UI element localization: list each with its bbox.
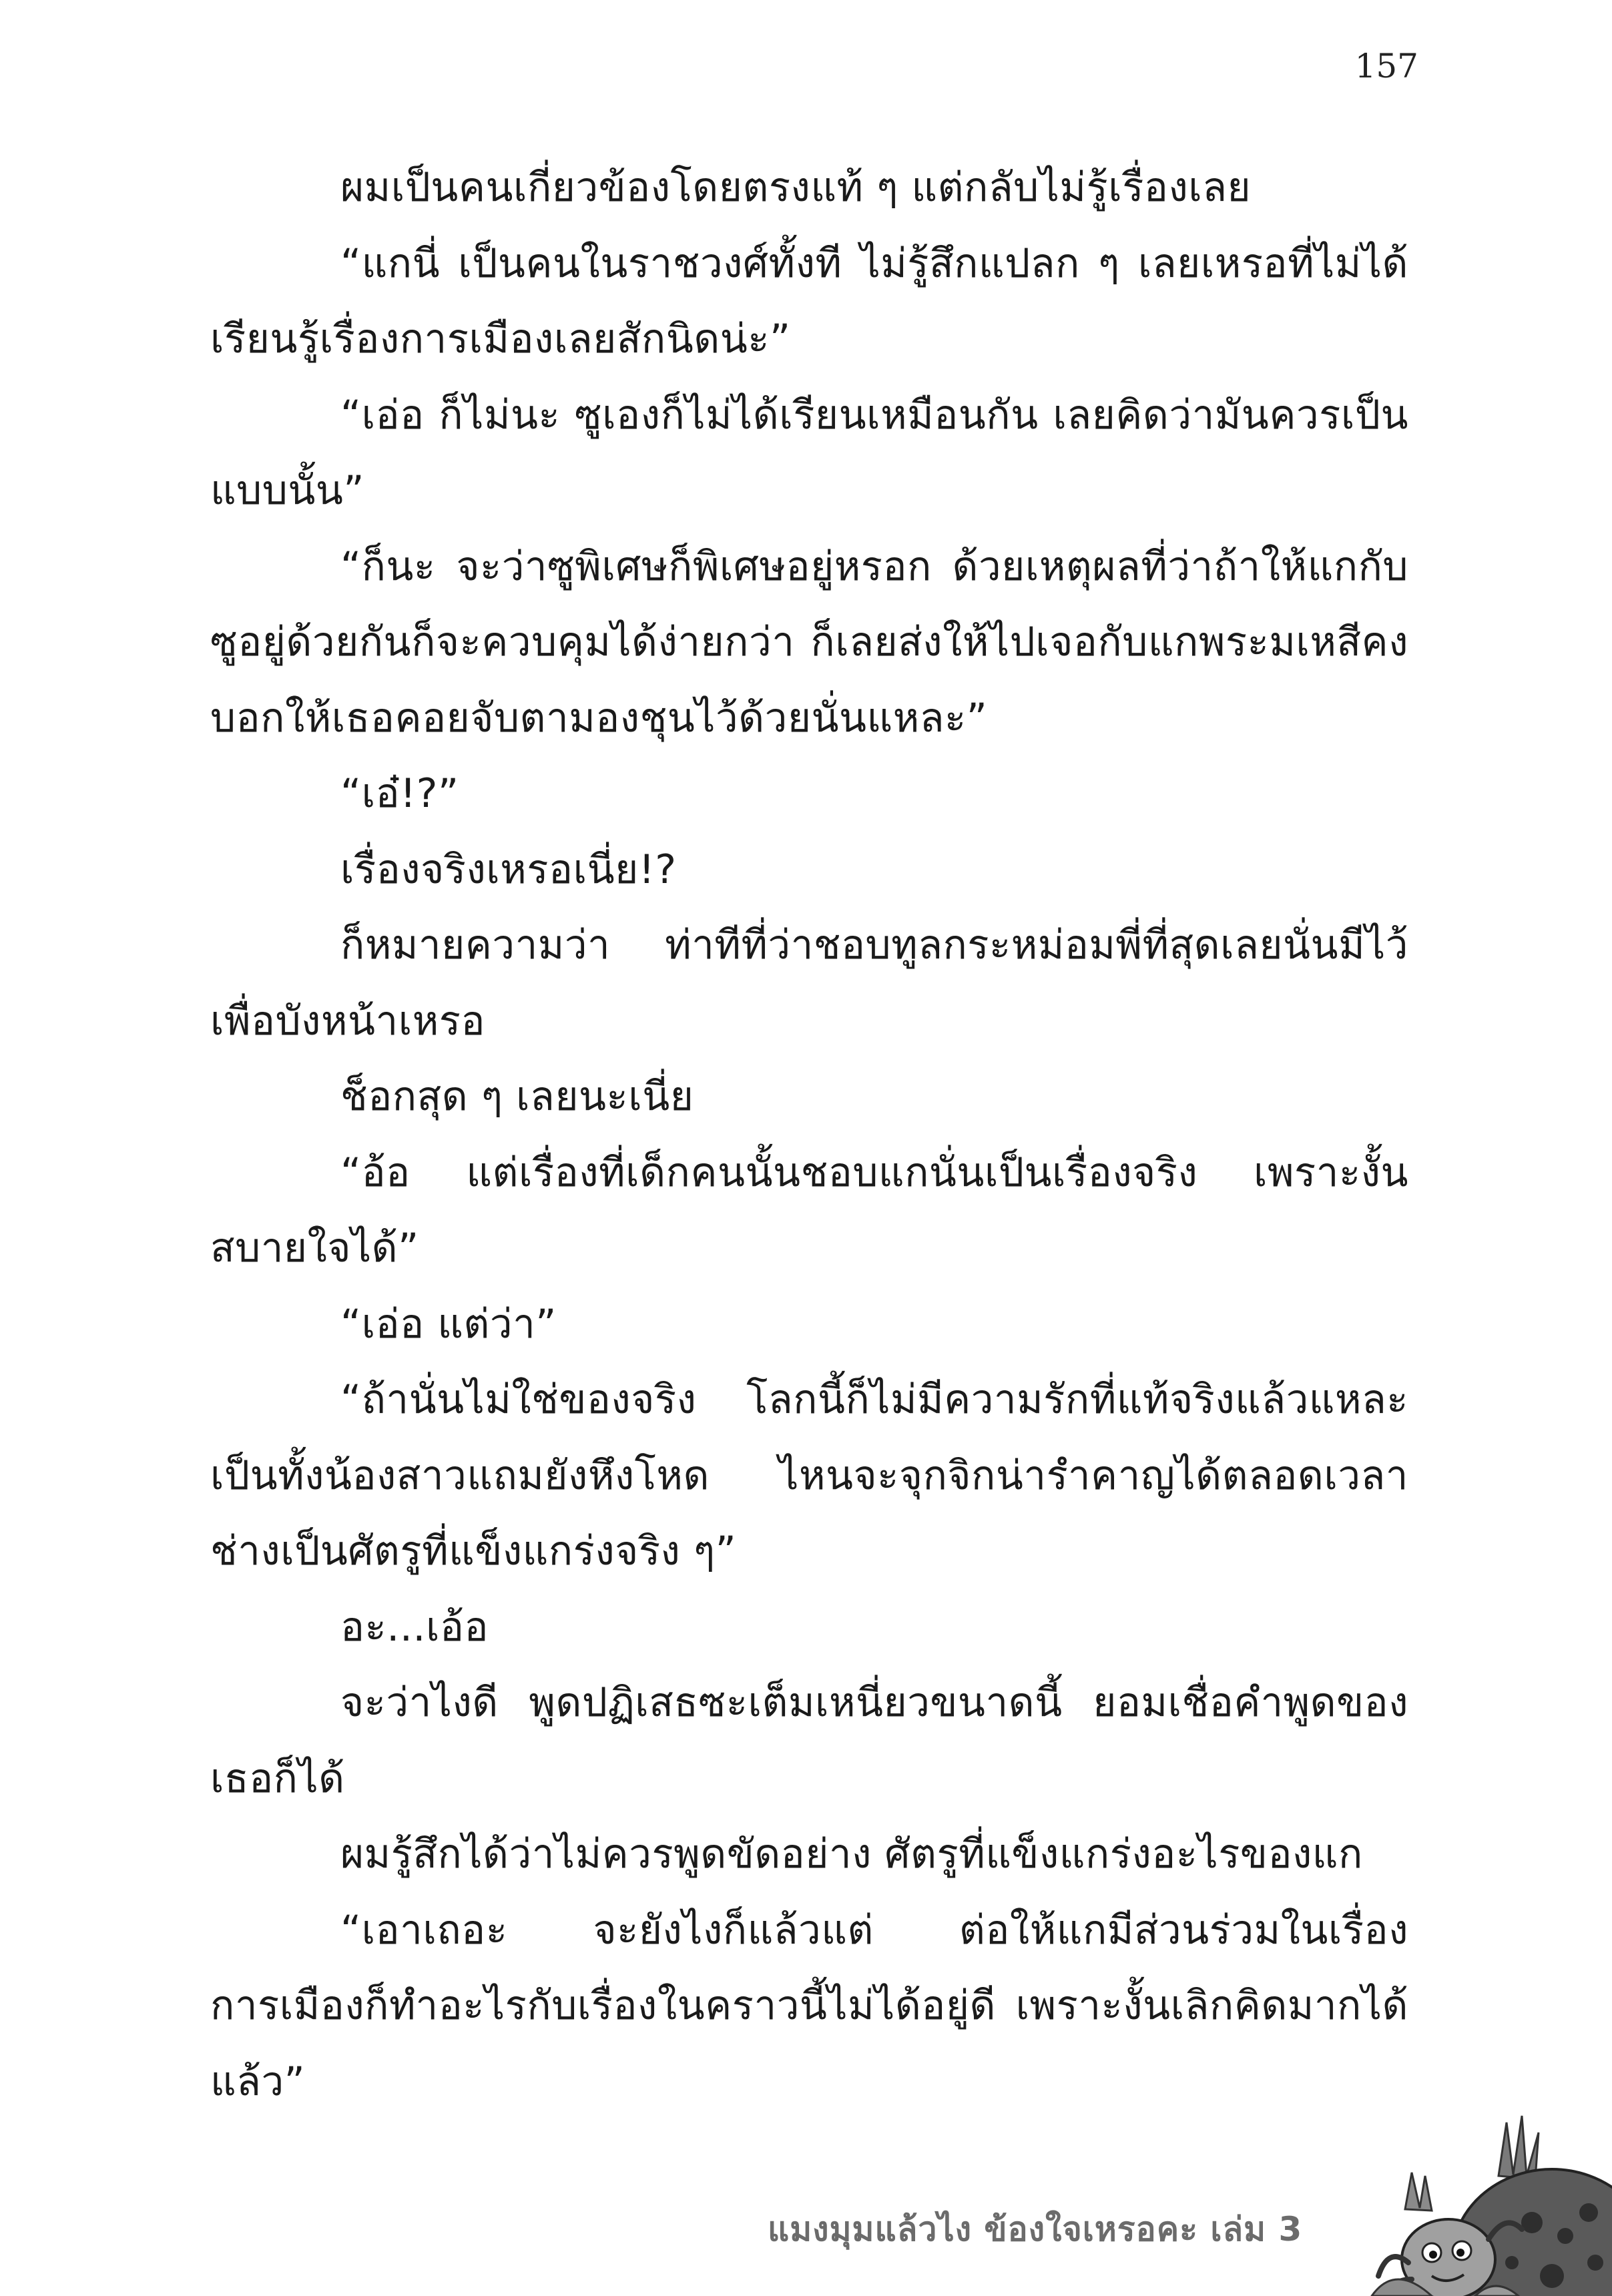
- novel-body-text: [210, 150, 1408, 2120]
- paragraph: “อ้อ แต่เรื่องที่เด็กคนนั้นชอบแกนั่นเป็นเรื่องจริง เพราะงั้นสบายใจได้”: [210, 1149, 1408, 1271]
- paragraph: “ก็นะ จะว่าซูพิเศษก็พิเศษอยู่หรอก ด้วยเหตุผลที่ว่าถ้าให้แกกับซูอยู่ด้วยกันก็จะควบคุมได้ง่ายกว่า ก็เลยส่งให้ไปเจอกับแกพระมเหสีคงบอกให้เธอคอยจับตามองชุนไว้ด้วยนั่นแหละ”: [210, 543, 1408, 742]
- book-title-footer: แมงมุมแล้วไง ข้องใจเหรอคะ เล่ม 3: [768, 2210, 1303, 2249]
- paragraph: จะว่าไงดี พูดปฏิเสธซะเต็มเหนี่ยวขนาดนี้ ยอมเชื่อคำพูดของเธอก็ได้: [210, 1679, 1408, 1802]
- paragraph: “แกนี่ เป็นคนในราชวงศ์ทั้งที ไม่รู้สึกแปลก ๆ เลยเหรอที่ไม่ได้เรียนรู้เรื่องการเมืองเลยสักนิดน่ะ”: [210, 240, 1408, 362]
- paragraph: เรื่องจริงเหรอเนี่ย!?: [340, 846, 677, 893]
- paragraph: “เอาเถอะ จะยังไงก็แล้วแต่ ต่อให้แกมีส่วนร่วมในเรื่องการเมืองก็ทำอะไรกับเรื่องในคราวนี้ไม่ได้อยู่ดี เพราะงั้นเลิกคิดมากได้แล้ว”: [210, 1906, 1408, 2105]
- paragraph: “เอ่อ แต่ว่า”: [340, 1300, 557, 1348]
- paragraph: ก็หมายความว่า ท่าทีที่ว่าชอบทูลกระหม่อมพี่ที่สุดเลยนั่นมีไว้เพื่อบังหน้าเหรอ: [210, 922, 1408, 1045]
- paragraph: ผมเป็นคนเกี่ยวข้องโดยตรงแท้ ๆ แต่กลับไม่รู้เรื่องเลย: [340, 164, 1252, 211]
- paragraph: ผมรู้สึกได้ว่าไม่ควรพูดขัดอย่าง ศัตรูที่แข็งแกร่งอะไรของแก: [340, 1831, 1363, 1878]
- paragraph: “ถ้านั่นไม่ใช่ของจริง โลกนี้ก็ไม่มีความรักที่แท้จริงแล้วแหละ เป็นทั้งน้องสาวแถมยังหึงโหด ไหนจะจุกจิกน่ารำคาญได้ตลอดเวลา ช่างเป็นศัตรูที่แข็งแกร่งจริง ๆ”: [210, 1376, 1408, 1574]
- paragraph: “เอ่อ ก็ไม่นะ ซูเองก็ไม่ได้เรียนเหมือนกัน เลยคิดว่ามันควรเป็นแบบนั้น”: [210, 391, 1408, 514]
- paragraph: อะ...เอ้อ: [340, 1603, 489, 1651]
- page-number: 157: [1354, 47, 1418, 85]
- paragraph: “เอ๋!?”: [340, 770, 459, 817]
- paragraph: ช็อกสุด ๆ เลยนะเนี่ย: [340, 1073, 694, 1120]
- spider-mascot-illustration: [1332, 2096, 1612, 2296]
